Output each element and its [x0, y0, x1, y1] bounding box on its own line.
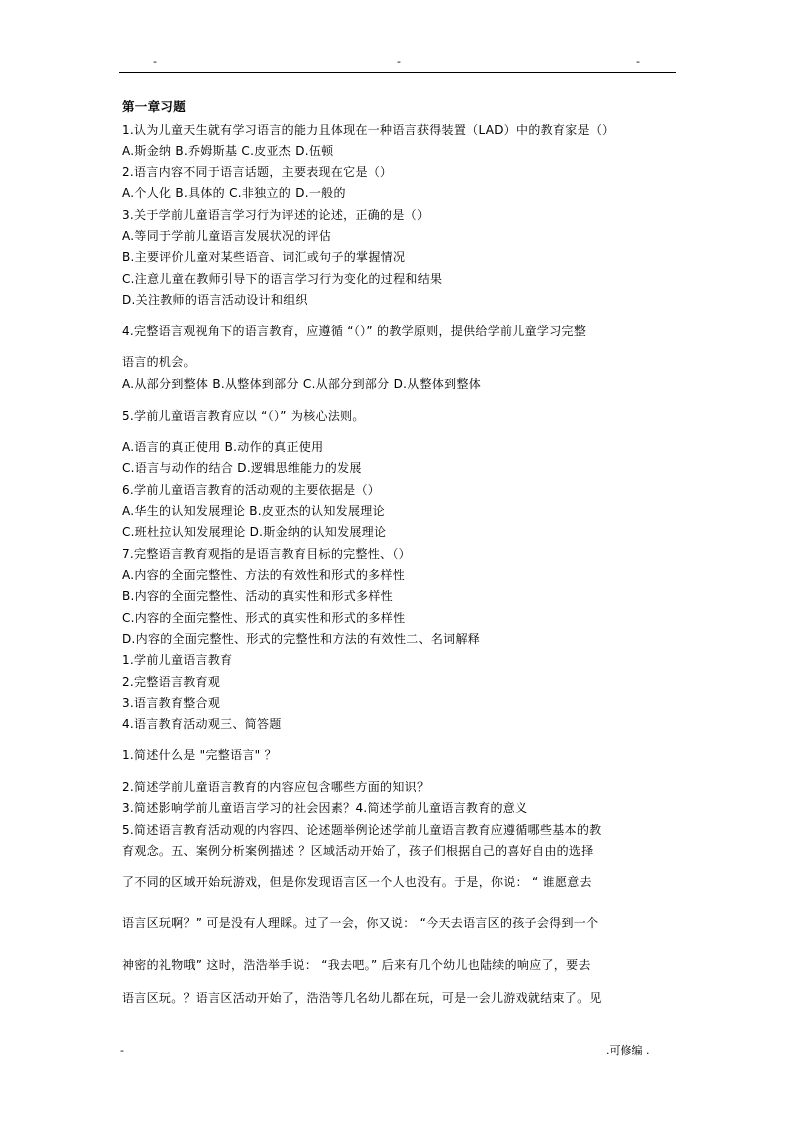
text-line: A.从部分到整体 B.从整体到部分 C.从部分到部分 D.从整体到整体 [122, 377, 482, 391]
text-line: 1.简述什么是 "完整语言" ？ [122, 748, 277, 762]
text-line: 5.简述语言教育活动观的内容四、论述题举例论述学前儿童语言教育应遵循哪些基本的教 [122, 823, 602, 837]
text-line: A.等同于学前儿童语言发展状况的评估 [122, 229, 332, 243]
header-rule [119, 72, 676, 73]
text-line: 6.学前儿童语言教育的活动观的主要依据是（） [122, 483, 381, 497]
header-mark-center: - [397, 55, 401, 68]
text-line: B.主要评价儿童对某些语音、词汇或句子的掌握情况 [122, 250, 406, 264]
text-line: A.语言的真正使用 B.动作的真正使用 [122, 440, 324, 454]
text-line: 1.学前儿童语言教育 [122, 653, 233, 667]
text-line: 1.认为儿童天生就有学习语言的能力且体现在一种语言获得装置（LAD）中的教育家是（） [122, 123, 615, 137]
text-line: 神密的礼物哦” 这时，浩浩举手说： “我去吧。” 后来有几个幼儿也陆续的响应了，要去 [122, 958, 591, 972]
footer-editable-note: .可修编 . [606, 1044, 650, 1057]
text-line: D.内容的全面完整性、形式的完整性和方法的有效性二、名词解释 [122, 632, 481, 646]
text-line: C.语言与动作的结合 D.逻辑思维能力的发展 [122, 461, 362, 475]
text-line: 3.语言教育整合观 [122, 696, 221, 710]
text-line: 3.简述影响学前儿童语言学习的社会因素？4.简述学前儿童语言教育的意义 [122, 801, 528, 815]
footer-mark: - [120, 1044, 124, 1057]
text-line: 了不同的区域开始玩游戏，但是你发现语言区一个人也没有。于是，你说： “ 谁愿意去 [122, 875, 592, 889]
text-line: C.班杜拉认知发展理论 D.斯金纳的认知发展理论 [122, 525, 387, 539]
header-mark-right: - [636, 55, 640, 68]
text-line: B.内容的全面完整性、活动的真实性和形式多样性 [122, 589, 393, 603]
text-line: 7.完整语言教育观指的是语言教育目标的完整性、（） [122, 547, 411, 561]
text-line: C.内容的全面完整性、形式的真实性和形式的多样性 [122, 611, 406, 625]
text-line: 2.简述学前儿童语言教育的内容应包含哪些方面的知识？ [122, 780, 430, 794]
text-line: 2.语言内容不同于语言话题，主要表现在它是（） [122, 165, 393, 179]
text-line: A.个人化 B.具体的 C.非独立的 D.一般的 [122, 186, 346, 200]
text-line: 育观念。五、案例分析案例描述 ？区域活动开始了，孩子们根据自己的喜好自由的选择 [122, 844, 594, 858]
text-line: A.内容的全面完整性、方法的有效性和形式的多样性 [122, 568, 406, 582]
chapter-title: 第一章习题 [122, 99, 187, 114]
text-line: D.关注教师的语言活动设计和组织 [122, 293, 308, 307]
text-line: A.华生的认知发展理论 B.皮亚杰的认知发展理论 [122, 504, 385, 518]
text-line: C.注意儿童在教师引导下的语言学习行为变化的过程和结果 [122, 272, 443, 286]
text-line: 4.完整语言观视角下的语言教育，应遵循 “（）” 的教学原则，提供给学前儿童学习完整 [122, 324, 587, 338]
text-line: 语言的机会。 [122, 355, 196, 369]
text-line: 5.学前儿童语言教育应以 “（）” 为核心法则。 [122, 409, 365, 423]
text-line: 语言区玩。？语言区活动开始了，浩浩等几名幼儿都在玩，可是一会儿游戏就结束了。见 [122, 991, 602, 1005]
text-line: 语言区玩啊？” 可是没有人理睬。过了一会，你又说： “今天去语言区的孩子会得到一个 [122, 916, 599, 930]
text-line: A.斯金纳 B.乔姆斯基 C.皮亚杰 D.伍顿 [122, 144, 334, 158]
text-line: 4.语言教育活动观三、简答题 [122, 717, 282, 731]
text-line: 2.完整语言教育观 [122, 675, 221, 689]
text-line: 3.关于学前儿童语言学习行为评述的论述，正确的是（） [122, 208, 430, 222]
header-mark-left: - [153, 55, 157, 68]
